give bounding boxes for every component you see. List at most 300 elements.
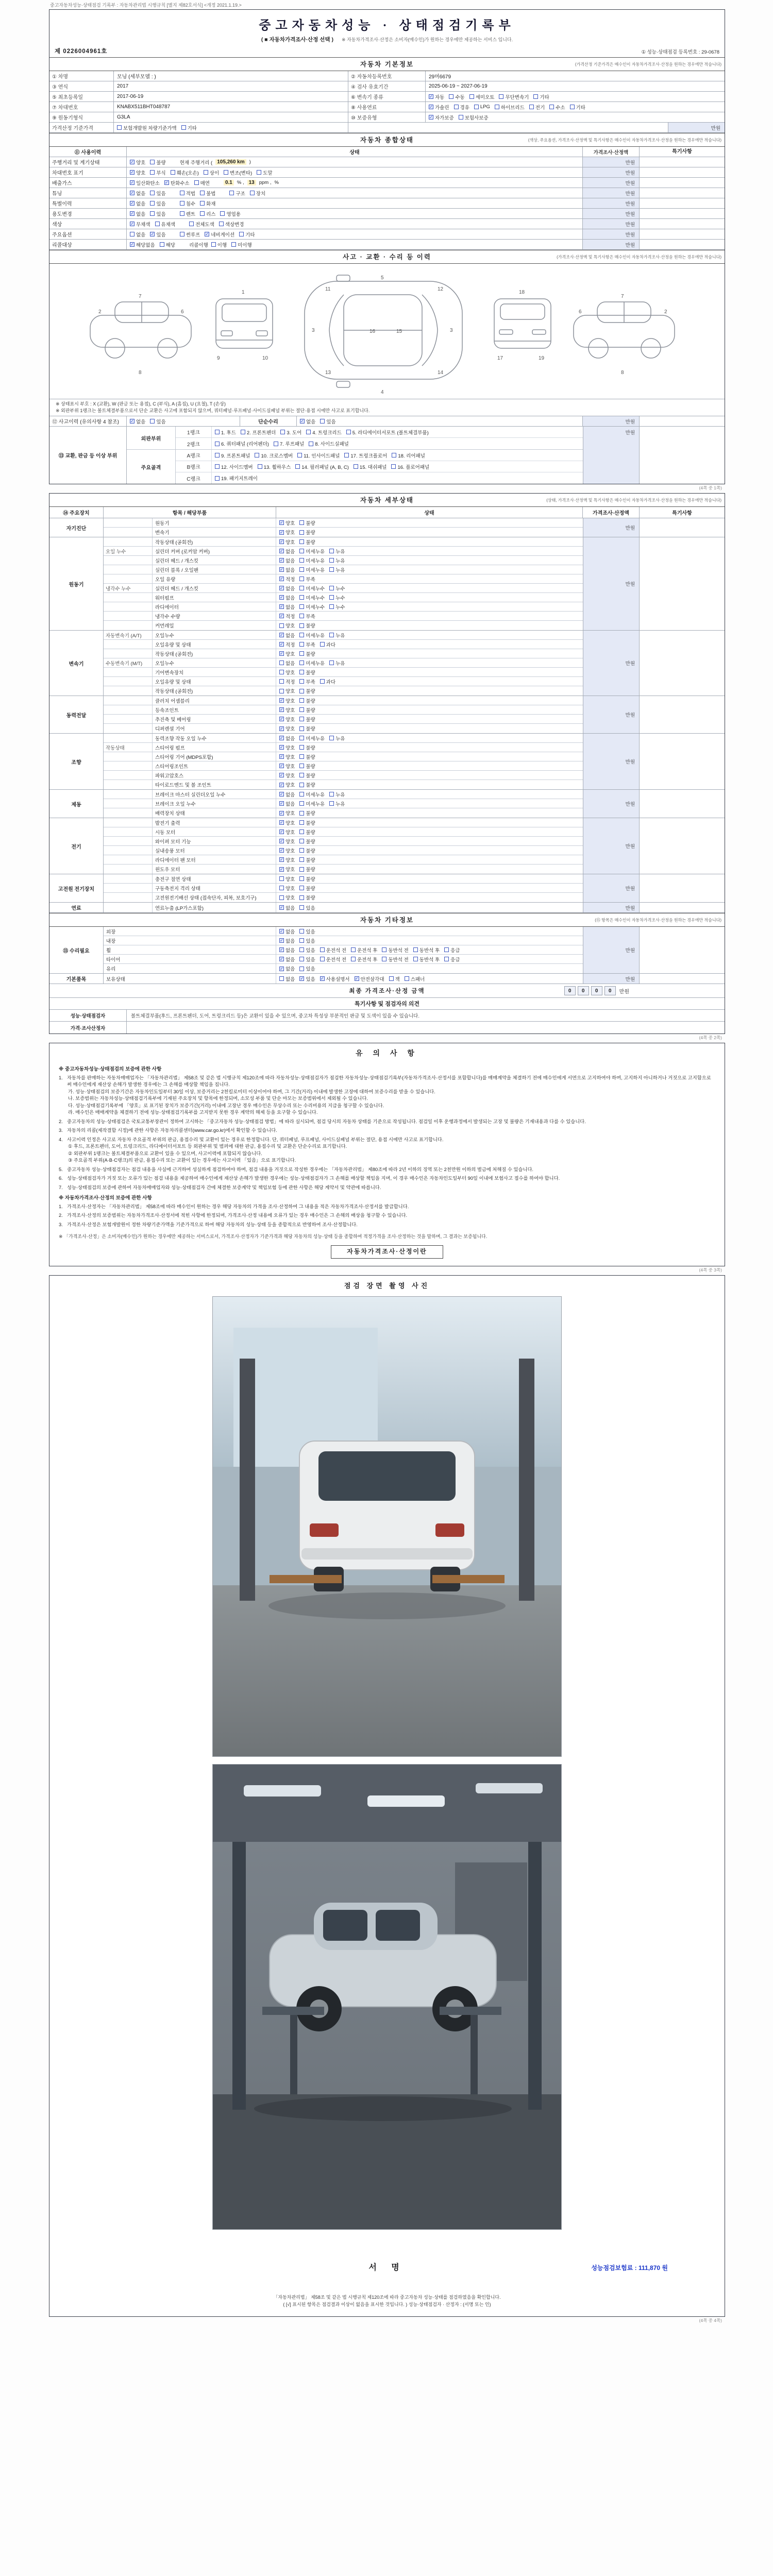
checkbox-icon[interactable] bbox=[392, 453, 396, 457]
checkbox-option[interactable] bbox=[299, 965, 315, 972]
checkbox-option[interactable] bbox=[279, 838, 295, 845]
checkbox-option[interactable] bbox=[299, 894, 315, 901]
checkbox-option[interactable] bbox=[382, 956, 408, 963]
checkbox-icon[interactable] bbox=[299, 829, 304, 834]
checkbox-icon[interactable] bbox=[299, 736, 304, 740]
checkbox-option[interactable] bbox=[215, 440, 269, 447]
checkbox-icon[interactable]: ✓ bbox=[130, 160, 134, 164]
checkbox-icon[interactable]: ✓ bbox=[280, 633, 283, 637]
checkbox-option[interactable] bbox=[279, 566, 295, 573]
checkbox-icon[interactable] bbox=[351, 957, 356, 961]
checkbox-icon[interactable] bbox=[299, 886, 304, 890]
checkbox-icon[interactable]: ✓ bbox=[280, 966, 283, 971]
checkbox-icon[interactable] bbox=[329, 586, 334, 590]
checkbox-icon[interactable]: ✓ bbox=[280, 754, 283, 759]
checkbox-icon[interactable] bbox=[215, 430, 220, 434]
checkbox-option[interactable] bbox=[180, 190, 195, 197]
checkbox-option[interactable] bbox=[499, 93, 529, 100]
checkbox-option[interactable] bbox=[279, 603, 295, 611]
checkbox-icon[interactable] bbox=[299, 670, 304, 674]
checkbox-icon[interactable] bbox=[449, 94, 453, 99]
checkbox-icon[interactable] bbox=[354, 464, 358, 469]
checkbox-icon[interactable] bbox=[320, 947, 325, 952]
checkbox-option[interactable] bbox=[299, 928, 315, 935]
checkbox-icon[interactable] bbox=[215, 442, 220, 446]
checkbox-option[interactable] bbox=[299, 613, 315, 620]
checkbox-icon[interactable]: ✓ bbox=[280, 726, 283, 731]
checkbox-icon[interactable] bbox=[181, 125, 186, 130]
checkbox-icon[interactable] bbox=[299, 938, 304, 943]
checkbox-icon[interactable] bbox=[194, 180, 199, 185]
checkbox-option[interactable] bbox=[215, 452, 250, 459]
checkbox-option[interactable] bbox=[279, 809, 295, 817]
checkbox-option[interactable] bbox=[211, 241, 227, 248]
checkbox-icon[interactable]: ✓ bbox=[130, 170, 134, 175]
checkbox-icon[interactable] bbox=[299, 520, 304, 525]
price-select-option[interactable]: ( ■ 자동차가격조사·산정 선택 ) bbox=[261, 37, 333, 43]
checkbox-icon[interactable] bbox=[150, 191, 155, 195]
checkbox-icon[interactable]: ✓ bbox=[300, 419, 304, 423]
checkbox-option[interactable] bbox=[130, 179, 160, 187]
checkbox-option[interactable] bbox=[299, 669, 315, 676]
checkbox-icon[interactable]: ✓ bbox=[280, 947, 283, 952]
checkbox-icon[interactable] bbox=[215, 464, 220, 469]
checkbox-option[interactable] bbox=[130, 210, 145, 217]
checkbox-icon[interactable] bbox=[306, 430, 311, 434]
checkbox-icon[interactable]: ✓ bbox=[130, 191, 134, 195]
checkbox-option[interactable] bbox=[346, 429, 429, 436]
checkbox-icon[interactable] bbox=[299, 577, 304, 581]
checkbox-icon[interactable]: ✓ bbox=[280, 642, 283, 647]
checkbox-icon[interactable] bbox=[211, 242, 216, 247]
checkbox-option[interactable] bbox=[344, 452, 387, 459]
checkbox-option[interactable] bbox=[279, 687, 295, 694]
checkbox-option[interactable] bbox=[205, 231, 234, 238]
checkbox-option[interactable] bbox=[279, 772, 295, 779]
checkbox-option[interactable] bbox=[280, 429, 301, 436]
checkbox-option[interactable] bbox=[429, 114, 454, 121]
checkbox-icon[interactable] bbox=[320, 679, 325, 684]
checkbox-icon[interactable] bbox=[469, 94, 474, 99]
checkbox-option[interactable] bbox=[449, 93, 464, 100]
checkbox-icon[interactable]: ✓ bbox=[280, 586, 283, 590]
checkbox-option[interactable] bbox=[405, 975, 425, 982]
checkbox-icon[interactable]: ✓ bbox=[280, 651, 283, 656]
checkbox-icon[interactable] bbox=[150, 160, 155, 164]
checkbox-option[interactable] bbox=[300, 418, 315, 425]
checkbox-icon[interactable] bbox=[180, 232, 184, 236]
checkbox-option[interactable] bbox=[279, 975, 295, 982]
checkbox-option[interactable] bbox=[299, 937, 315, 944]
checkbox-option[interactable] bbox=[171, 169, 199, 176]
checkbox-option[interactable] bbox=[279, 632, 295, 639]
checkbox-icon[interactable] bbox=[200, 211, 205, 216]
checkbox-option[interactable] bbox=[215, 429, 236, 436]
checkbox-option[interactable] bbox=[299, 538, 315, 546]
checkbox-icon[interactable] bbox=[329, 558, 334, 563]
checkbox-icon[interactable] bbox=[299, 651, 304, 656]
checkbox-icon[interactable] bbox=[299, 905, 304, 910]
checkbox-icon[interactable]: ✓ bbox=[320, 976, 324, 981]
checkbox-icon[interactable] bbox=[529, 105, 534, 109]
checkbox-icon[interactable]: ✓ bbox=[280, 810, 283, 816]
checkbox-option[interactable] bbox=[320, 956, 346, 963]
checkbox-option[interactable] bbox=[215, 463, 253, 470]
checkbox-icon[interactable]: ✓ bbox=[280, 595, 283, 600]
checkbox-icon[interactable] bbox=[200, 191, 205, 195]
checkbox-icon[interactable] bbox=[533, 94, 538, 99]
checkbox-icon[interactable]: ✓ bbox=[130, 419, 134, 423]
checkbox-option[interactable] bbox=[279, 965, 295, 972]
checkbox-option[interactable] bbox=[299, 885, 315, 892]
checkbox-icon[interactable] bbox=[299, 604, 304, 609]
checkbox-option[interactable] bbox=[299, 687, 315, 694]
checkbox-option[interactable] bbox=[299, 716, 315, 723]
checkbox-option[interactable] bbox=[299, 641, 315, 648]
checkbox-icon[interactable] bbox=[160, 242, 164, 247]
checkbox-icon[interactable] bbox=[215, 453, 220, 457]
checkbox-option[interactable] bbox=[299, 548, 325, 555]
checkbox-icon[interactable] bbox=[117, 125, 122, 130]
checkbox-option[interactable] bbox=[299, 800, 325, 807]
checkbox-icon[interactable] bbox=[295, 464, 300, 469]
checkbox-icon[interactable]: ✓ bbox=[165, 180, 169, 185]
checkbox-option[interactable] bbox=[279, 885, 295, 892]
checkbox-option[interactable] bbox=[355, 975, 384, 982]
checkbox-icon[interactable]: ✓ bbox=[280, 867, 283, 872]
checkbox-icon[interactable]: ✓ bbox=[429, 94, 433, 99]
checkbox-option[interactable] bbox=[181, 124, 197, 131]
checkbox-option[interactable] bbox=[309, 440, 349, 447]
checkbox-icon[interactable]: ✓ bbox=[280, 839, 283, 843]
checkbox-icon[interactable] bbox=[299, 689, 304, 693]
checkbox-option[interactable] bbox=[299, 809, 315, 817]
checkbox-option[interactable] bbox=[200, 190, 215, 197]
checkbox-option[interactable] bbox=[279, 650, 295, 657]
checkbox-icon[interactable] bbox=[279, 679, 284, 684]
checkbox-icon[interactable]: ✓ bbox=[150, 232, 155, 236]
checkbox-option[interactable] bbox=[279, 894, 295, 901]
checkbox-icon[interactable] bbox=[250, 191, 255, 195]
checkbox-option[interactable] bbox=[215, 474, 258, 482]
checkbox-icon[interactable] bbox=[150, 170, 155, 175]
checkbox-option[interactable] bbox=[274, 440, 304, 447]
checkbox-icon[interactable] bbox=[299, 820, 304, 825]
checkbox-icon[interactable] bbox=[220, 211, 225, 216]
checkbox-option[interactable] bbox=[279, 519, 295, 527]
checkbox-option[interactable] bbox=[279, 928, 295, 935]
checkbox-icon[interactable] bbox=[299, 967, 304, 971]
checkbox-icon[interactable] bbox=[299, 595, 304, 600]
checkbox-option[interactable] bbox=[299, 659, 325, 667]
checkbox-icon[interactable]: ✓ bbox=[280, 549, 283, 553]
checkbox-icon[interactable]: ✓ bbox=[280, 530, 283, 535]
checkbox-icon[interactable] bbox=[180, 211, 184, 216]
checkbox-option[interactable] bbox=[299, 904, 315, 911]
checkbox-icon[interactable] bbox=[231, 242, 236, 247]
checkbox-option[interactable] bbox=[570, 104, 585, 111]
checkbox-option[interactable] bbox=[279, 557, 295, 564]
checkbox-option[interactable] bbox=[329, 557, 345, 564]
checkbox-option[interactable] bbox=[279, 866, 295, 873]
checkbox-option[interactable] bbox=[299, 650, 315, 657]
checkbox-icon[interactable]: ✓ bbox=[280, 848, 283, 853]
checkbox-option[interactable] bbox=[299, 706, 315, 714]
checkbox-icon[interactable] bbox=[299, 876, 304, 881]
checkbox-option[interactable] bbox=[299, 519, 315, 527]
checkbox-icon[interactable] bbox=[255, 453, 259, 457]
checkbox-icon[interactable] bbox=[329, 660, 334, 665]
checkbox-option[interactable] bbox=[279, 800, 295, 807]
checkbox-option[interactable] bbox=[219, 221, 244, 228]
checkbox-option[interactable] bbox=[444, 956, 460, 963]
checkbox-option[interactable] bbox=[299, 856, 315, 863]
checkbox-icon[interactable]: ✓ bbox=[429, 115, 433, 120]
checkbox-option[interactable] bbox=[229, 190, 245, 197]
checkbox-option[interactable] bbox=[299, 753, 315, 760]
checkbox-option[interactable] bbox=[150, 159, 165, 166]
checkbox-option[interactable] bbox=[299, 956, 315, 963]
checkbox-icon[interactable] bbox=[257, 170, 261, 175]
checkbox-icon[interactable] bbox=[150, 201, 155, 206]
checkbox-option[interactable] bbox=[150, 210, 165, 217]
checkbox-option[interactable] bbox=[351, 956, 377, 963]
checkbox-icon[interactable] bbox=[299, 764, 304, 768]
checkbox-option[interactable] bbox=[391, 463, 429, 470]
checkbox-icon[interactable] bbox=[150, 419, 155, 423]
checkbox-icon[interactable] bbox=[299, 895, 304, 900]
checkbox-option[interactable] bbox=[250, 190, 265, 197]
checkbox-option[interactable] bbox=[258, 463, 291, 470]
checkbox-option[interactable] bbox=[529, 104, 545, 111]
checkbox-option[interactable] bbox=[279, 585, 295, 592]
checkbox-option[interactable] bbox=[459, 114, 489, 121]
checkbox-icon[interactable]: ✓ bbox=[280, 698, 283, 703]
checkbox-option[interactable] bbox=[329, 800, 345, 807]
checkbox-icon[interactable] bbox=[405, 976, 409, 981]
checkbox-option[interactable] bbox=[329, 548, 345, 555]
checkbox-option[interactable] bbox=[320, 678, 335, 685]
checkbox-icon[interactable] bbox=[299, 754, 304, 759]
checkbox-icon[interactable] bbox=[299, 530, 304, 535]
checkbox-icon[interactable]: ✓ bbox=[280, 957, 283, 961]
checkbox-icon[interactable] bbox=[219, 222, 224, 226]
checkbox-option[interactable] bbox=[279, 716, 295, 723]
checkbox-option[interactable] bbox=[279, 762, 295, 770]
checkbox-icon[interactable]: ✓ bbox=[280, 773, 283, 777]
checkbox-option[interactable] bbox=[279, 641, 295, 648]
checkbox-option[interactable] bbox=[279, 529, 295, 536]
checkbox-icon[interactable]: ✓ bbox=[280, 801, 283, 806]
checkbox-icon[interactable] bbox=[413, 947, 418, 952]
checkbox-option[interactable] bbox=[150, 169, 165, 176]
checkbox-icon[interactable] bbox=[299, 947, 304, 952]
checkbox-icon[interactable]: ✓ bbox=[280, 905, 283, 910]
checkbox-icon[interactable] bbox=[299, 679, 304, 684]
checkbox-option[interactable] bbox=[429, 93, 444, 100]
checkbox-icon[interactable]: ✓ bbox=[130, 222, 134, 226]
checkbox-option[interactable] bbox=[299, 875, 315, 883]
checkbox-icon[interactable]: ✓ bbox=[280, 539, 283, 544]
checkbox-option[interactable] bbox=[354, 463, 387, 470]
checkbox-icon[interactable] bbox=[474, 105, 479, 109]
checkbox-icon[interactable]: ✓ bbox=[280, 764, 283, 768]
checkbox-icon[interactable]: ✓ bbox=[280, 717, 283, 721]
checkbox-icon[interactable] bbox=[299, 792, 304, 796]
checkbox-option[interactable] bbox=[329, 594, 345, 601]
checkbox-icon[interactable] bbox=[570, 105, 575, 109]
checkbox-option[interactable] bbox=[320, 641, 335, 648]
checkbox-option[interactable] bbox=[329, 659, 345, 667]
checkbox-option[interactable] bbox=[279, 946, 295, 954]
checkbox-icon[interactable] bbox=[346, 430, 351, 434]
checkbox-icon[interactable] bbox=[351, 947, 356, 952]
checkbox-option[interactable] bbox=[279, 594, 295, 601]
checkbox-icon[interactable] bbox=[299, 539, 304, 544]
checkbox-option[interactable] bbox=[299, 632, 325, 639]
checkbox-icon[interactable] bbox=[258, 464, 262, 469]
checkbox-option[interactable] bbox=[295, 463, 349, 470]
checkbox-icon[interactable]: ✓ bbox=[280, 558, 283, 563]
checkbox-option[interactable] bbox=[549, 104, 565, 111]
checkbox-option[interactable] bbox=[279, 725, 295, 732]
checkbox-icon[interactable] bbox=[239, 232, 244, 236]
checkbox-icon[interactable] bbox=[299, 957, 304, 961]
checkbox-option[interactable] bbox=[130, 190, 145, 197]
checkbox-icon[interactable] bbox=[320, 957, 325, 961]
checkbox-icon[interactable] bbox=[329, 736, 334, 740]
checkbox-icon[interactable] bbox=[279, 895, 284, 900]
checkbox-icon[interactable] bbox=[299, 586, 304, 590]
checkbox-option[interactable] bbox=[279, 622, 295, 629]
checkbox-icon[interactable]: ✓ bbox=[280, 707, 283, 712]
checkbox-option[interactable] bbox=[130, 418, 145, 425]
checkbox-option[interactable] bbox=[224, 169, 252, 176]
checkbox-icon[interactable] bbox=[299, 633, 304, 637]
checkbox-icon[interactable] bbox=[280, 430, 285, 434]
checkbox-option[interactable] bbox=[279, 828, 295, 836]
checkbox-icon[interactable] bbox=[382, 947, 386, 952]
checkbox-option[interactable] bbox=[329, 632, 345, 639]
checkbox-icon[interactable] bbox=[224, 170, 228, 175]
checkbox-icon[interactable]: ✓ bbox=[429, 105, 433, 109]
checkbox-option[interactable] bbox=[279, 875, 295, 883]
checkbox-option[interactable] bbox=[279, 753, 295, 760]
checkbox-icon[interactable] bbox=[130, 232, 135, 236]
checkbox-option[interactable] bbox=[130, 200, 145, 207]
checkbox-icon[interactable] bbox=[495, 105, 499, 109]
checkbox-icon[interactable]: ✓ bbox=[280, 938, 283, 943]
checkbox-option[interactable] bbox=[279, 735, 295, 742]
checkbox-icon[interactable] bbox=[297, 453, 302, 457]
checkbox-option[interactable] bbox=[351, 946, 377, 954]
checkbox-option[interactable] bbox=[279, 956, 295, 963]
checkbox-icon[interactable] bbox=[329, 633, 334, 637]
checkbox-icon[interactable] bbox=[320, 419, 325, 423]
checkbox-option[interactable] bbox=[279, 791, 295, 798]
checkbox-option[interactable] bbox=[299, 585, 325, 592]
checkbox-icon[interactable] bbox=[389, 976, 394, 981]
checkbox-option[interactable] bbox=[299, 838, 315, 845]
checkbox-option[interactable] bbox=[413, 946, 440, 954]
checkbox-option[interactable] bbox=[299, 781, 315, 788]
checkbox-option[interactable] bbox=[150, 190, 165, 197]
checkbox-option[interactable] bbox=[329, 603, 345, 611]
checkbox-option[interactable] bbox=[299, 603, 325, 611]
checkbox-icon[interactable] bbox=[299, 857, 304, 862]
checkbox-icon[interactable] bbox=[344, 453, 349, 457]
checkbox-option[interactable] bbox=[279, 781, 295, 788]
checkbox-option[interactable] bbox=[306, 429, 341, 436]
checkbox-option[interactable] bbox=[329, 585, 345, 592]
checkbox-option[interactable] bbox=[299, 622, 315, 629]
checkbox-option[interactable] bbox=[130, 221, 150, 228]
checkbox-icon[interactable]: ✓ bbox=[355, 976, 359, 981]
checkbox-icon[interactable] bbox=[329, 604, 334, 609]
checkbox-icon[interactable] bbox=[150, 211, 155, 216]
checkbox-icon[interactable] bbox=[279, 689, 284, 693]
checkbox-icon[interactable] bbox=[299, 867, 304, 872]
checkbox-option[interactable] bbox=[299, 678, 315, 685]
checkbox-icon[interactable]: ✓ bbox=[280, 736, 283, 740]
checkbox-icon[interactable] bbox=[155, 222, 160, 226]
checkbox-option[interactable] bbox=[279, 613, 295, 620]
checkbox-icon[interactable] bbox=[200, 201, 205, 206]
checkbox-icon[interactable] bbox=[299, 549, 304, 553]
checkbox-option[interactable] bbox=[299, 866, 315, 873]
checkbox-icon[interactable] bbox=[299, 783, 304, 787]
checkbox-option[interactable] bbox=[389, 975, 400, 982]
checkbox-option[interactable] bbox=[180, 210, 195, 217]
checkbox-icon[interactable] bbox=[299, 839, 304, 843]
checkbox-option[interactable] bbox=[200, 210, 215, 217]
checkbox-option[interactable] bbox=[533, 93, 549, 100]
checkbox-icon[interactable]: ✓ bbox=[280, 745, 283, 750]
checkbox-option[interactable] bbox=[160, 241, 175, 248]
checkbox-option[interactable] bbox=[279, 744, 295, 751]
checkbox-icon[interactable]: ✓ bbox=[280, 792, 283, 796]
checkbox-icon[interactable] bbox=[229, 191, 234, 195]
checkbox-option[interactable] bbox=[117, 124, 177, 131]
checkbox-icon[interactable] bbox=[279, 876, 284, 881]
checkbox-icon[interactable]: ✓ bbox=[280, 520, 283, 525]
checkbox-option[interactable] bbox=[329, 566, 345, 573]
checkbox-option[interactable] bbox=[279, 575, 295, 583]
checkbox-icon[interactable] bbox=[299, 623, 304, 628]
checkbox-icon[interactable]: ✓ bbox=[130, 201, 134, 206]
checkbox-icon[interactable] bbox=[299, 848, 304, 853]
checkbox-icon[interactable] bbox=[299, 614, 304, 618]
checkbox-option[interactable] bbox=[255, 452, 293, 459]
checkbox-option[interactable] bbox=[299, 791, 325, 798]
checkbox-option[interactable] bbox=[150, 231, 165, 238]
checkbox-icon[interactable] bbox=[299, 707, 304, 712]
checkbox-icon[interactable]: ✓ bbox=[130, 211, 134, 216]
checkbox-icon[interactable] bbox=[299, 567, 304, 572]
checkbox-option[interactable] bbox=[299, 594, 325, 601]
checkbox-icon[interactable]: ✓ bbox=[205, 232, 209, 236]
checkbox-option[interactable] bbox=[279, 548, 295, 555]
checkbox-icon[interactable] bbox=[299, 698, 304, 703]
checkbox-icon[interactable]: ✓ bbox=[280, 857, 283, 862]
checkbox-option[interactable] bbox=[299, 946, 315, 954]
checkbox-option[interactable] bbox=[279, 904, 295, 911]
checkbox-icon[interactable] bbox=[444, 947, 449, 952]
checkbox-icon[interactable]: ✓ bbox=[130, 180, 134, 185]
checkbox-icon[interactable] bbox=[329, 567, 334, 572]
checkbox-option[interactable] bbox=[320, 975, 350, 982]
checkbox-icon[interactable]: ✓ bbox=[280, 820, 283, 825]
